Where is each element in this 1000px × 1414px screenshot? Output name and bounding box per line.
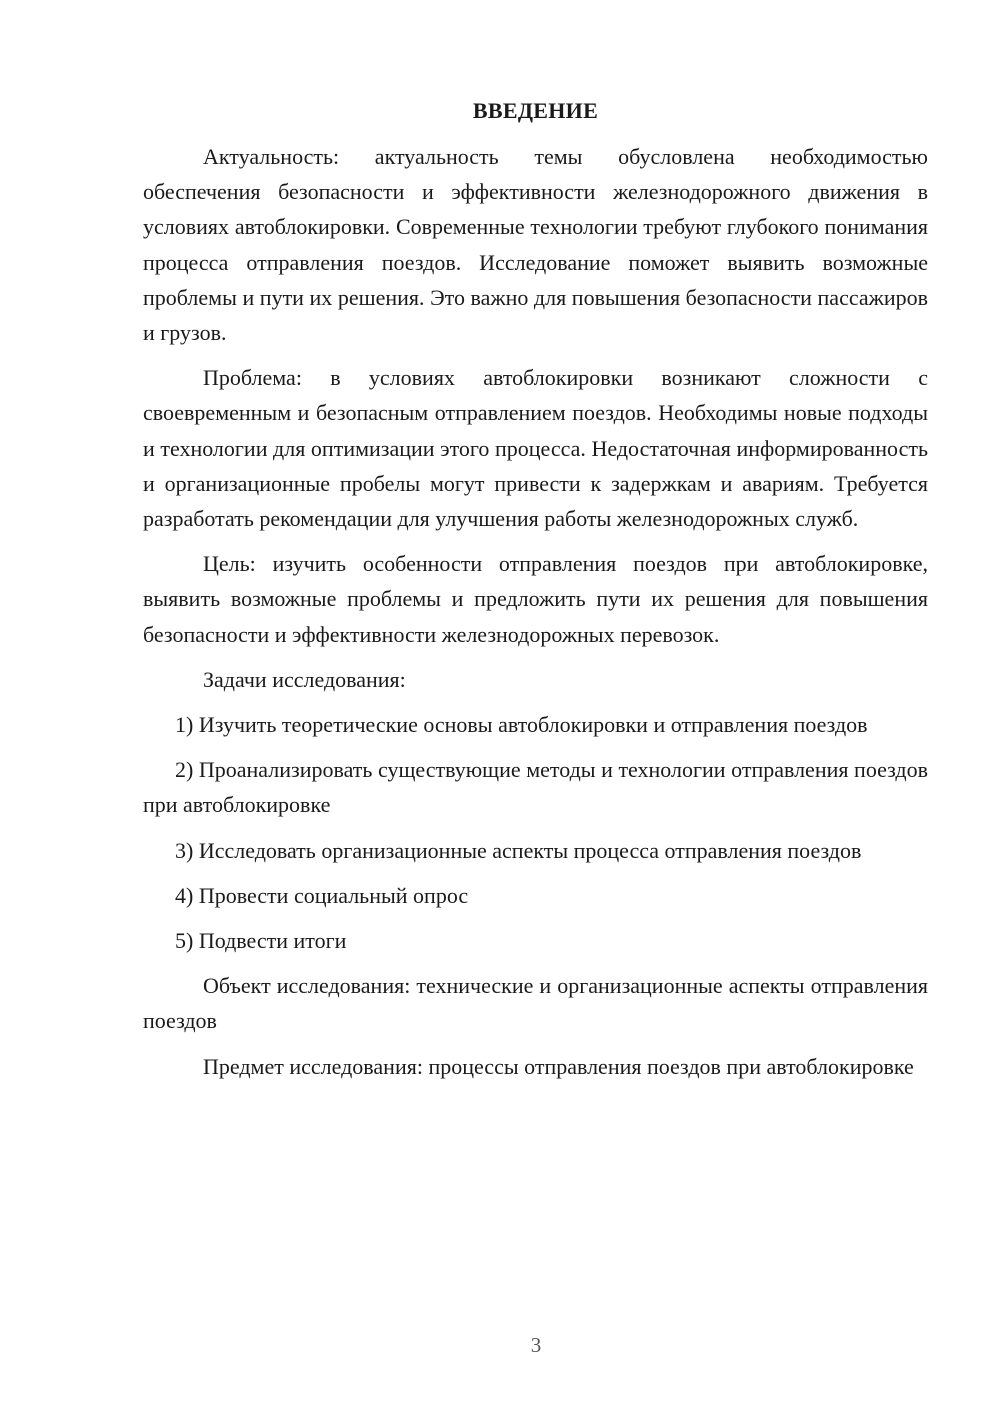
list-item: 1) Изучить теоретические основы автоблокировки и отправления поездов <box>175 712 868 738</box>
list-item: 4) Провести социальный опрос <box>175 882 469 908</box>
paragraph-relevance: Актуальность: актуальность темы обусловлена необходимостью обеспечения безопасности и эффективности железнодорожного движения в условиях автоблокировки. Современные технологии требуют глубокого понимания процесса отправления поездов. Исследование поможет выявить возможные проблемы и пути их решения. Это важно для повышения безопасности пассажиров и грузов. <box>143 144 928 346</box>
list-item: 3) Исследовать организационные аспекты процесса отправления поездов <box>175 837 862 863</box>
section-heading: ВВЕДЕНИЕ <box>472 98 599 123</box>
paragraph-problem: Проблема: в условиях автоблокировки возникают сложности с своевременным и безопасным отправлением поездов. Необходимы новые подходы и технологии для оптимизации этого процесса. Недостаточная информированность и организационные пробелы могут привести к задержкам и авариям. Требуется разработать рекомендации для улучшения работы железнодорожных служб. <box>143 365 928 532</box>
page-content <box>143 93 928 1084</box>
paragraph-goal: Цель: изучить особенности отправления поездов при автоблокировке, выявить возможные проблемы и предложить пути их решения для повышения безопасности и эффективности железнодорожных перевозок. <box>143 551 928 647</box>
paragraph-object: Объект исследования: технические и организационные аспекты отправления поездов <box>143 973 928 1034</box>
tasks-intro: Задачи исследования: <box>203 666 406 692</box>
tasks-list <box>143 707 928 958</box>
list-item: 5) Подвести итоги <box>175 928 347 954</box>
list-item: 2) Проанализировать существующие методы и технологии отправления поездов при автоблокировке <box>143 757 928 818</box>
page-number: 3 <box>530 1333 542 1357</box>
paragraph-subject: Предмет исследования: процессы отправления поездов при автоблокировке <box>203 1053 914 1079</box>
